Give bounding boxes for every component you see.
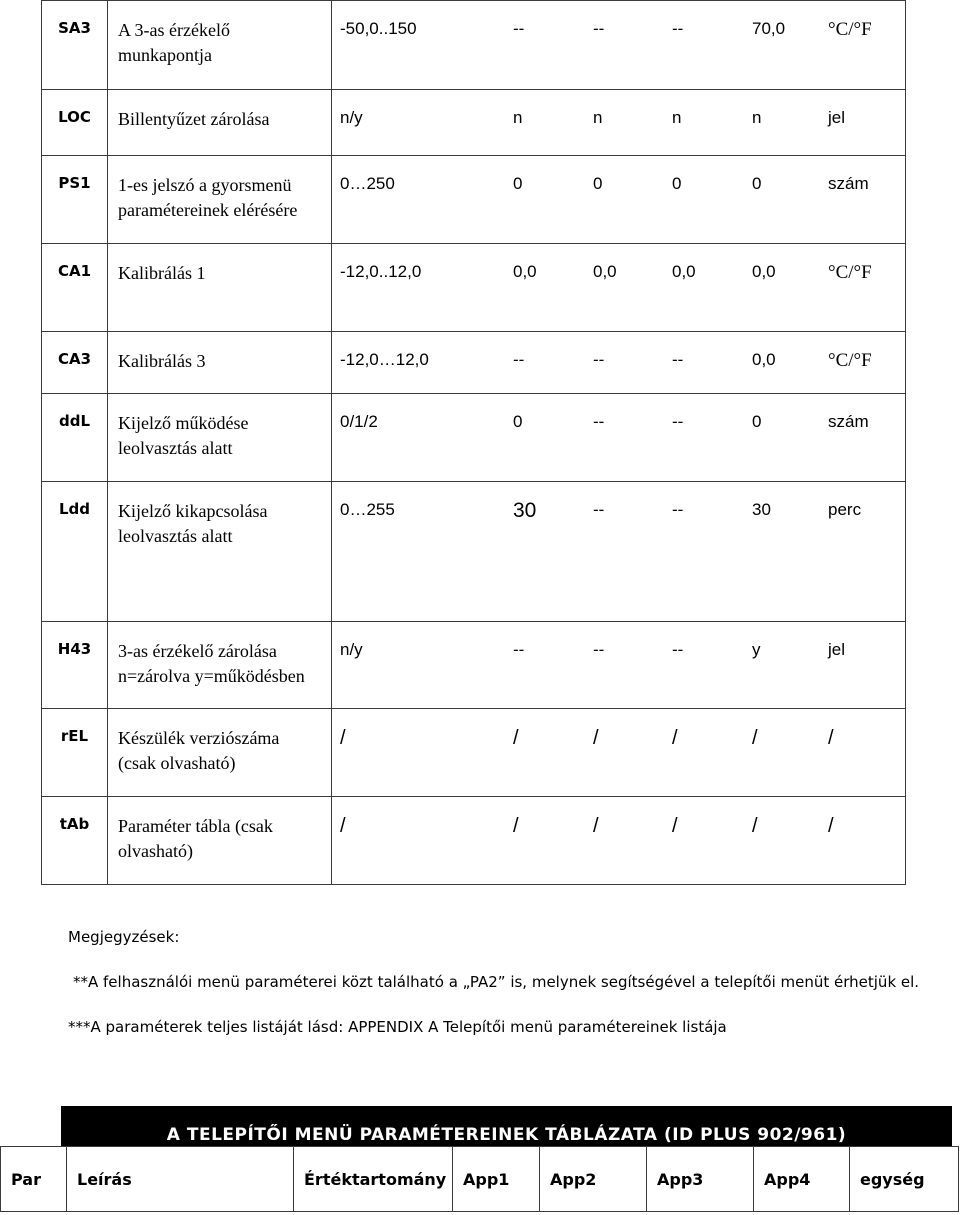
value-unit: jel bbox=[828, 108, 846, 127]
table-row bbox=[42, 332, 906, 394]
table-row bbox=[42, 90, 906, 156]
description-line: n=zárolva y=működésben bbox=[118, 666, 305, 686]
param-values bbox=[332, 482, 906, 622]
value-app2: -- bbox=[593, 412, 605, 431]
param-code: H43 bbox=[42, 622, 108, 709]
param-values bbox=[332, 709, 906, 797]
table-row bbox=[42, 244, 906, 332]
param-code: LOC bbox=[42, 90, 108, 156]
param-code: SA3 bbox=[42, 1, 108, 90]
param-values bbox=[332, 156, 906, 244]
value-unit: °C/°F bbox=[828, 262, 872, 283]
header-par: Par bbox=[1, 1147, 67, 1212]
header-ertektartomany: Értéktartomány bbox=[294, 1147, 453, 1212]
value-app1: -- bbox=[513, 640, 525, 659]
param-values bbox=[332, 622, 906, 709]
values-row bbox=[332, 262, 905, 286]
note-appendix: ***A paraméterek teljes listáját lásd: APPENDIX A Telepítői menü paramétereinek listája bbox=[68, 1018, 727, 1036]
value-range: / bbox=[340, 815, 346, 837]
values-row bbox=[332, 412, 905, 436]
value-app2: n bbox=[593, 108, 603, 127]
value-unit: / bbox=[828, 727, 834, 749]
param-code: CA3 bbox=[42, 332, 108, 394]
param-description bbox=[108, 482, 332, 622]
values-row bbox=[332, 727, 905, 751]
table-row bbox=[42, 797, 906, 885]
header-row bbox=[1, 1147, 959, 1212]
value-app4: 0 bbox=[752, 174, 762, 193]
value-range: 0/1/2 bbox=[340, 412, 378, 431]
value-app3: -- bbox=[672, 19, 684, 38]
value-range: n/y bbox=[340, 640, 363, 659]
header-egyseg: egység bbox=[850, 1147, 959, 1212]
param-description bbox=[108, 244, 332, 332]
value-unit: szám bbox=[828, 412, 869, 431]
note-pa2: **A felhasználói menü paraméterei közt található a „PA2” is, melynek segítségével a telepítői menüt érhetjük el. bbox=[73, 973, 920, 991]
value-app4: / bbox=[752, 815, 758, 837]
value-range: -12,0…12,0 bbox=[340, 350, 429, 369]
header-leiras: Leírás bbox=[67, 1147, 294, 1212]
notes-title: Megjegyzések: bbox=[68, 928, 180, 946]
values-row bbox=[332, 350, 905, 374]
value-app3: 0,0 bbox=[672, 262, 696, 281]
param-values bbox=[332, 1, 906, 90]
table-row bbox=[42, 156, 906, 244]
description-line: Kalibrálás 1 bbox=[118, 263, 206, 283]
value-app4: y bbox=[752, 640, 761, 659]
value-app3: -- bbox=[672, 412, 684, 431]
table-row bbox=[42, 1, 906, 90]
header-app2: App2 bbox=[540, 1147, 647, 1212]
value-app1: 0,0 bbox=[513, 262, 537, 281]
description-line: Kalibrálás 3 bbox=[118, 351, 206, 371]
description-line: Készülék verziószáma bbox=[118, 728, 280, 748]
value-app4: 0 bbox=[752, 412, 762, 431]
parameter-table-body bbox=[42, 1, 906, 885]
value-app2: / bbox=[593, 727, 599, 749]
param-code: rEL bbox=[42, 709, 108, 797]
value-unit: / bbox=[828, 815, 834, 837]
param-code: CA1 bbox=[42, 244, 108, 332]
value-unit: °C/°F bbox=[828, 19, 872, 40]
value-unit: szám bbox=[828, 174, 869, 193]
value-range: 0…255 bbox=[340, 500, 395, 519]
param-description bbox=[108, 1, 332, 90]
description-line: 1-es jelszó a gyorsmenü bbox=[118, 175, 292, 195]
value-app1: -- bbox=[513, 350, 525, 369]
param-description bbox=[108, 90, 332, 156]
param-values bbox=[332, 244, 906, 332]
description-line: Kijelző kikapcsolása bbox=[118, 501, 268, 521]
description-line: Kijelző működése bbox=[118, 413, 249, 433]
header-app1: App1 bbox=[453, 1147, 540, 1212]
values-row bbox=[332, 108, 905, 132]
description-line: leolvasztás alatt bbox=[118, 438, 233, 458]
value-unit: perc bbox=[828, 500, 862, 519]
description-line: A 3-as érzékelő bbox=[118, 20, 230, 40]
table-row bbox=[42, 709, 906, 797]
description-line: munkapontja bbox=[118, 45, 212, 65]
param-description bbox=[108, 709, 332, 797]
table-row bbox=[42, 394, 906, 482]
value-app4: 0,0 bbox=[752, 262, 776, 281]
value-range: / bbox=[340, 727, 346, 749]
value-app3: -- bbox=[672, 350, 684, 369]
param-code: ddL bbox=[42, 394, 108, 482]
value-app1: / bbox=[513, 815, 519, 837]
param-values bbox=[332, 90, 906, 156]
value-app4: 70,0 bbox=[752, 19, 786, 38]
value-app4: n bbox=[752, 108, 762, 127]
values-row bbox=[332, 815, 905, 839]
value-range: -50,0..150 bbox=[340, 19, 417, 38]
value-app4: 0,0 bbox=[752, 350, 776, 369]
param-values bbox=[332, 332, 906, 394]
param-code: tAb bbox=[42, 797, 108, 885]
value-range: 0…250 bbox=[340, 174, 395, 193]
table-row bbox=[42, 622, 906, 709]
header-app3: App3 bbox=[647, 1147, 754, 1212]
value-app3: n bbox=[672, 108, 682, 127]
value-app2: 0,0 bbox=[593, 262, 617, 281]
value-range: -12,0..12,0 bbox=[340, 262, 422, 281]
param-description bbox=[108, 622, 332, 709]
value-app1: n bbox=[513, 108, 523, 127]
value-app2: 0 bbox=[593, 174, 603, 193]
value-unit: °C/°F bbox=[828, 350, 872, 371]
parameter-table bbox=[41, 0, 906, 885]
value-unit: jel bbox=[828, 640, 846, 659]
value-app2: -- bbox=[593, 640, 605, 659]
installer-table-header bbox=[0, 1146, 959, 1212]
description-line: leolvasztás alatt bbox=[118, 526, 233, 546]
value-range: n/y bbox=[340, 108, 363, 127]
param-description bbox=[108, 394, 332, 482]
param-description bbox=[108, 797, 332, 885]
param-values bbox=[332, 394, 906, 482]
value-app1: / bbox=[513, 727, 519, 749]
value-app4: / bbox=[752, 727, 758, 749]
param-description bbox=[108, 156, 332, 244]
description-line: (csak olvasható) bbox=[118, 753, 236, 773]
section-title-banner: A TELEPÍTŐI MENÜ PARAMÉTEREINEK TÁBLÁZATA (ID PLUS 902/961) bbox=[61, 1106, 952, 1146]
value-app1: -- bbox=[513, 19, 525, 38]
value-app2: -- bbox=[593, 350, 605, 369]
value-app3: -- bbox=[672, 640, 684, 659]
value-app3: / bbox=[672, 727, 678, 749]
value-app2: / bbox=[593, 815, 599, 837]
values-row bbox=[332, 19, 905, 43]
values-row bbox=[332, 500, 905, 524]
value-app1: 30 bbox=[513, 499, 537, 522]
value-app3: -- bbox=[672, 500, 684, 519]
value-app3: / bbox=[672, 815, 678, 837]
description-line: Billentyűzet zárolása bbox=[118, 109, 270, 129]
param-code: PS1 bbox=[42, 156, 108, 244]
values-row bbox=[332, 640, 905, 664]
value-app3: 0 bbox=[672, 174, 682, 193]
value-app2: -- bbox=[593, 500, 605, 519]
header-app4: App4 bbox=[754, 1147, 850, 1212]
param-code: Ldd bbox=[42, 482, 108, 622]
param-description bbox=[108, 332, 332, 394]
description-line: Paraméter tábla (csak bbox=[118, 816, 273, 836]
table-row bbox=[42, 482, 906, 622]
value-app4: 30 bbox=[752, 500, 771, 519]
value-app2: -- bbox=[593, 19, 605, 38]
value-app1: 0 bbox=[513, 174, 523, 193]
param-values bbox=[332, 797, 906, 885]
description-line: 3-as érzékelő zárolása bbox=[118, 641, 277, 661]
description-line: paramétereinek elérésére bbox=[118, 200, 298, 220]
description-line: olvasható) bbox=[118, 841, 193, 861]
value-app1: 0 bbox=[513, 412, 523, 431]
values-row bbox=[332, 174, 905, 198]
